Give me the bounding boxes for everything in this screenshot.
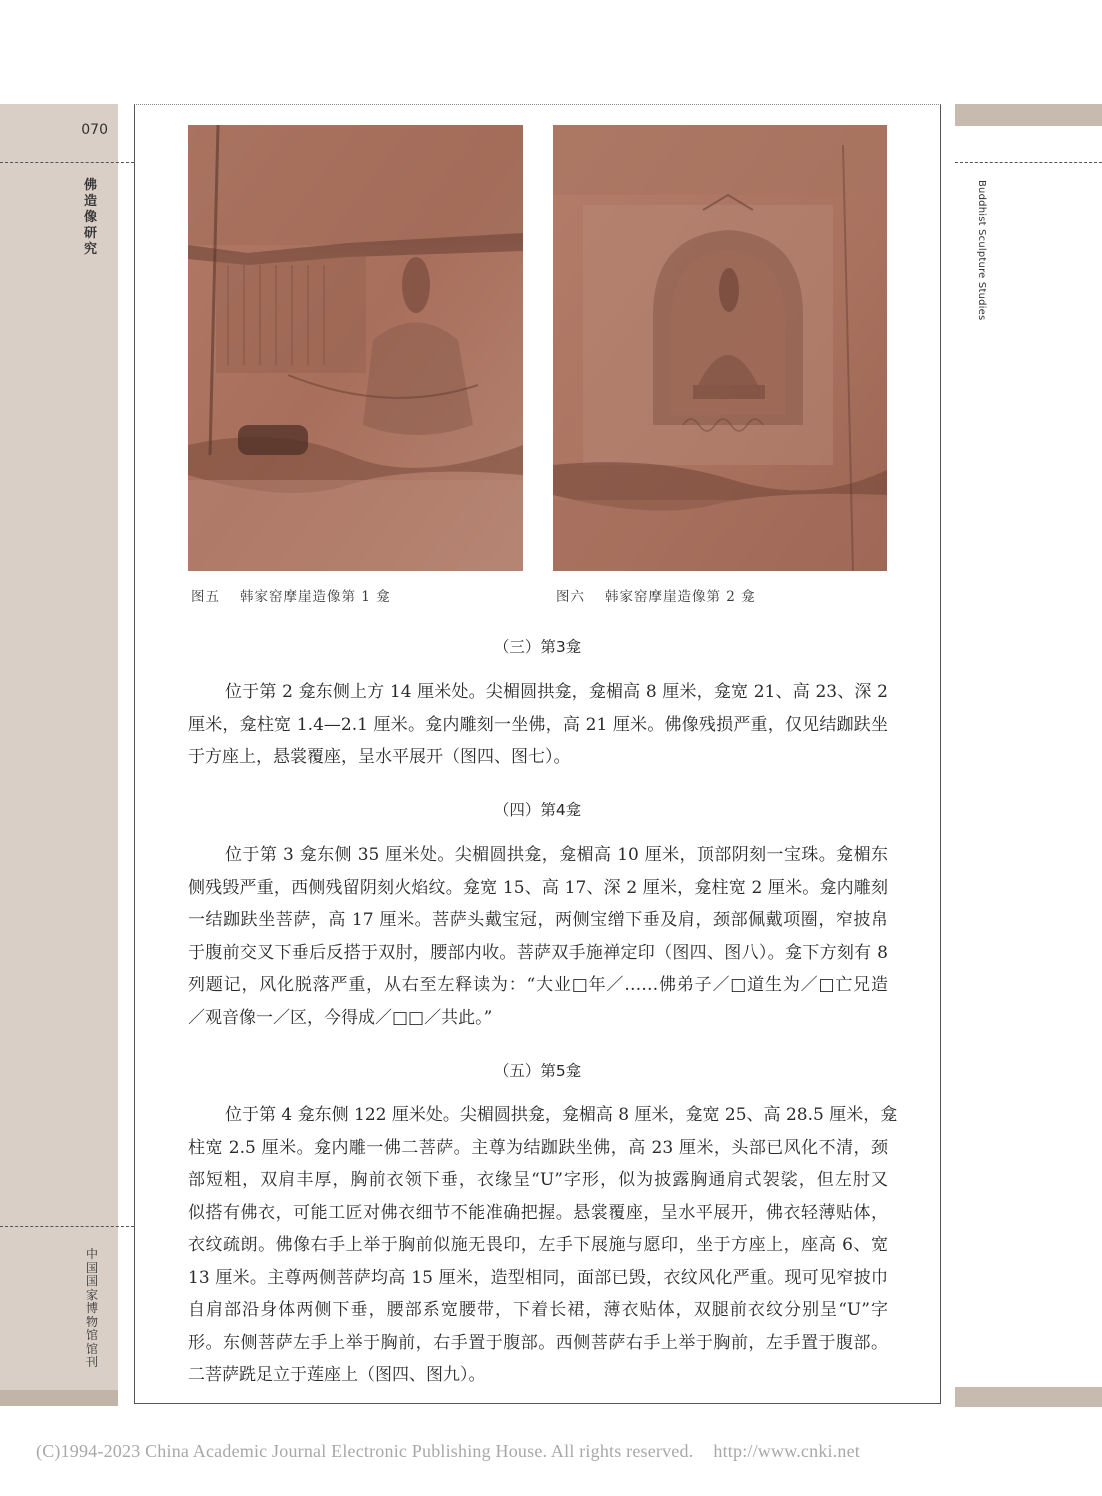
- figure-6-photo: [553, 125, 887, 571]
- copyright-footer: [36, 1441, 860, 1462]
- section-heading: （三）第3龛: [493, 638, 582, 656]
- section-paragraph: [188, 676, 888, 774]
- text-line: 于方座上，悬裳覆座，呈水平展开（图四、图七）。: [188, 747, 571, 767]
- section-paragraph: [188, 1099, 898, 1392]
- text-line: 部短粗，双肩丰厚，胸前衣领下垂，衣缘呈“U”字形，似为披露胸通肩式袈裟，但左肘又: [188, 1170, 888, 1190]
- text-line: 位于第 2 龛东侧上方 14 厘米处。尖楣圆拱龛，龛楣高 8 厘米，龛宽 21、高 23、深 2: [225, 682, 888, 702]
- copyright-text: (C)1994-2023 China Academic Journal Electronic Publishing House. All rights reserved.: [36, 1441, 694, 1461]
- text-line: 位于第 3 龛东侧 35 厘米处。尖楣圆拱龛，龛楣高 10 厘米，顶部阴刻一宝珠。龛楣东: [225, 845, 888, 865]
- rock-carving-niche-1-image: [188, 125, 523, 571]
- english-journal-title: Buddhist Sculpture Studies: [976, 180, 987, 321]
- text-line: 于腹前交叉下垂后反搭于双肘，腰部内收。菩萨双手施禅定印（图四、图八）。龛下方刻有 8: [188, 942, 888, 963]
- text-line: 二菩萨跣足立于莲座上（图四、图九）。: [188, 1365, 486, 1385]
- section-heading: （五）第5龛: [493, 1062, 582, 1080]
- text-line: 侧残毁严重，西侧残留阴刻火焰纹。龛宽 15、高 17、深 2 厘米，龛柱宽 2 厘米。龛内雕刻: [188, 877, 888, 898]
- section-heading: （四）第4龛: [493, 801, 582, 819]
- right-margin-band-bottom: [955, 1387, 1102, 1407]
- divider: [955, 162, 1102, 163]
- text-line: 似搭有佛衣，可能工匠对佛衣细节不能准确把握。悬裳覆座，呈水平展开，佛衣轻薄贴体，: [188, 1202, 888, 1223]
- rock-carving-niche-2-image: [553, 125, 887, 571]
- text-line: 厘米，龛柱宽 1.4—2.1 厘米。龛内雕刻一坐佛，高 21 厘米。佛像残损严重，仅见结跏趺坐: [188, 714, 888, 735]
- figure-number: 图六: [556, 589, 585, 605]
- text-line: 一结跏趺坐菩萨，高 17 厘米。菩萨头戴宝冠，两侧宝缯下垂及肩，颈部佩戴项圈，窄披帛: [188, 910, 888, 930]
- text-line: 自肩部沿身体两侧下垂，腰部系宽腰带，下着长裙，薄衣贴体，双腿前衣纹分别呈“U”字: [188, 1300, 888, 1320]
- left-margin-band: [0, 104, 118, 1406]
- divider: [0, 162, 134, 163]
- text-line: 衣纹疏朗。佛像右手上举于胸前似施无畏印，左手下展施与愿印，坐于方座上，座高 6、宽: [188, 1235, 888, 1255]
- footer-url: http://www.cnki.net: [713, 1441, 861, 1461]
- figure-6-caption: [556, 585, 756, 605]
- figure-caption-text: 韩家窑摩崖造像第 1 龛: [240, 589, 391, 605]
- divider: [0, 1226, 134, 1227]
- right-margin-band: [955, 104, 1102, 126]
- text-line: 列题记，风化脱落严重，从右至左释读为：“大业□年／……佛弟子／□道生为／□亡兄造: [188, 975, 888, 995]
- left-margin-band-bottom: [0, 1390, 118, 1406]
- journal-title: 佛造像研究: [84, 178, 98, 257]
- figure-5-photo: [188, 125, 523, 571]
- text-line: 柱宽 2.5 厘米。龛内雕一佛二菩萨。主尊为结跏趺坐佛，高 23 厘米，头部已风化不清，颈: [188, 1137, 888, 1158]
- page-number: 070: [81, 122, 108, 138]
- text-line: 位于第 4 龛东侧 122 厘米处。尖楣圆拱龛，龛楣高 8 厘米，龛宽 25、高 28.5 厘米，龛: [225, 1105, 898, 1125]
- figure-caption-text: 韩家窑摩崖造像第 2 龛: [605, 589, 756, 605]
- figure-number: 图五: [191, 589, 220, 605]
- figure-5-caption: [191, 585, 391, 605]
- text-line: 形。东侧菩萨左手上举于胸前，右手置于腹部。西侧菩萨右手上举于胸前，左手置于腹部。: [188, 1332, 888, 1353]
- section-paragraph: [188, 839, 888, 1034]
- publisher-name: 中国国家博物馆馆刊: [86, 1247, 99, 1369]
- text-line: ／观音像一／区，今得成／□□／共此。”: [188, 1007, 493, 1028]
- text-line: 13 厘米。主尊两侧菩萨均高 15 厘米，造型相同，面部已毁，衣纹风化严重。现可见窄披巾: [188, 1267, 888, 1288]
